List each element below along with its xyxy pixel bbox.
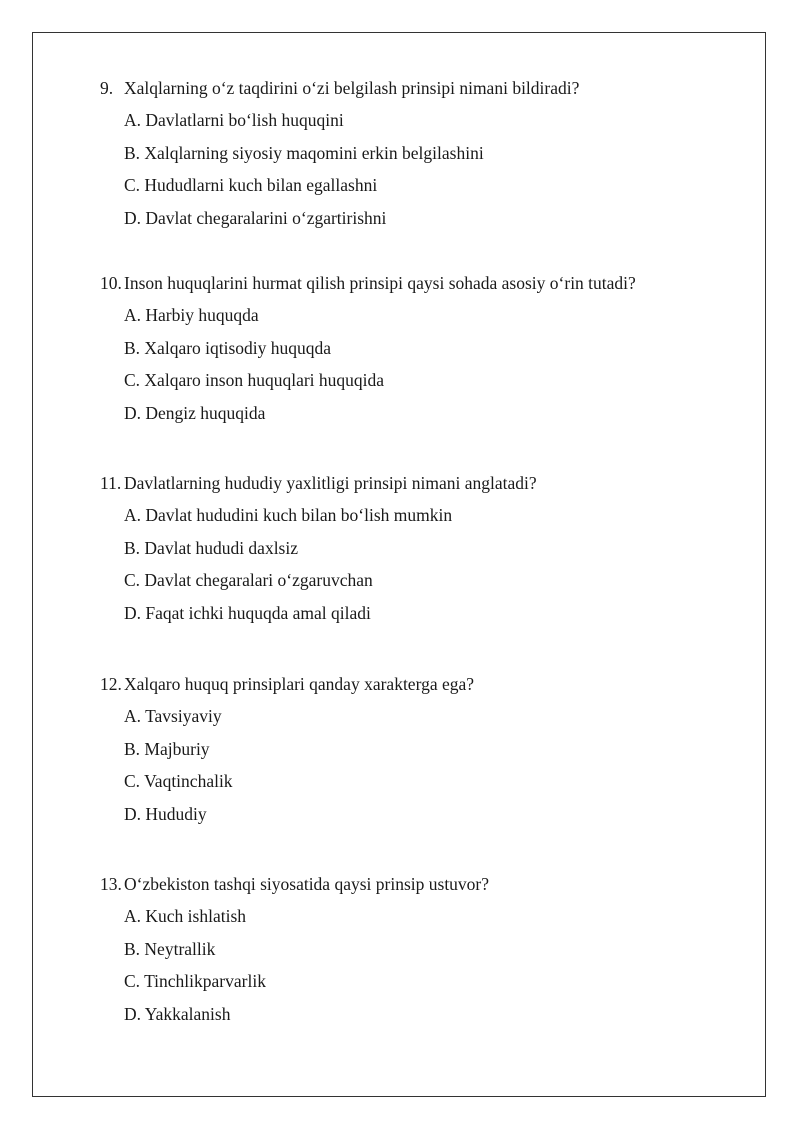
question-number: 10. [100, 273, 122, 293]
option-a: A. Tavsiyaviy [124, 706, 222, 726]
option-a: A. Davlat hududini kuch bilan bo‘lish mumkin [124, 505, 453, 525]
question-text: Davlatlarning hududiy yaxlitligi prinsipi nimani anglatadi? [124, 473, 537, 493]
option-d: D. Dengiz huquqida [124, 403, 266, 423]
question-text: Inson huquqlarini hurmat qilish prinsipi qaysi sohada asosiy o‘rin tutadi? [124, 273, 636, 293]
option-c: C. Hududlarni kuch bilan egallashni [124, 175, 378, 195]
option-c: C. Vaqtinchalik [124, 771, 233, 791]
option-d: D. Hududiy [124, 804, 207, 824]
option-a: A. Davlatlarni bo‘lish huquqini [124, 110, 344, 130]
option-c: C. Tinchlikparvarlik [124, 971, 266, 991]
option-d: D. Faqat ichki huquqda amal qiladi [124, 603, 371, 623]
question-text: Xalqaro huquq prinsiplari qanday xarakterga ega? [124, 674, 475, 694]
option-d: D. Yakkalanish [124, 1004, 231, 1024]
option-b: B. Neytrallik [124, 939, 216, 959]
option-a: A. Harbiy huquqda [124, 305, 259, 325]
question-text: O‘zbekiston tashqi siyosatida qaysi prinsip ustuvor? [124, 874, 490, 894]
option-c: C. Xalqaro inson huquqlari huquqida [124, 370, 385, 390]
question-number: 13. [100, 874, 122, 894]
option-b: B. Xalqlarning siyosiy maqomini erkin belgilashini [124, 143, 484, 163]
question-number: 11. [100, 473, 122, 493]
option-b: B. Majburiy [124, 739, 210, 759]
option-b: B. Xalqaro iqtisodiy huquqda [124, 338, 332, 358]
option-c: C. Davlat chegaralari o‘zgaruvchan [124, 570, 373, 590]
question-text: Xalqlarning o‘z taqdirini o‘zi belgilash prinsipi nimani bildiradi? [124, 78, 580, 98]
option-b: B. Davlat hududi daxlsiz [124, 538, 299, 558]
question-number: 12. [100, 674, 122, 694]
question-number: 9. [100, 78, 114, 98]
option-a: A. Kuch ishlatish [124, 906, 247, 926]
option-d: D. Davlat chegaralarini o‘zgartirishni [124, 208, 387, 228]
